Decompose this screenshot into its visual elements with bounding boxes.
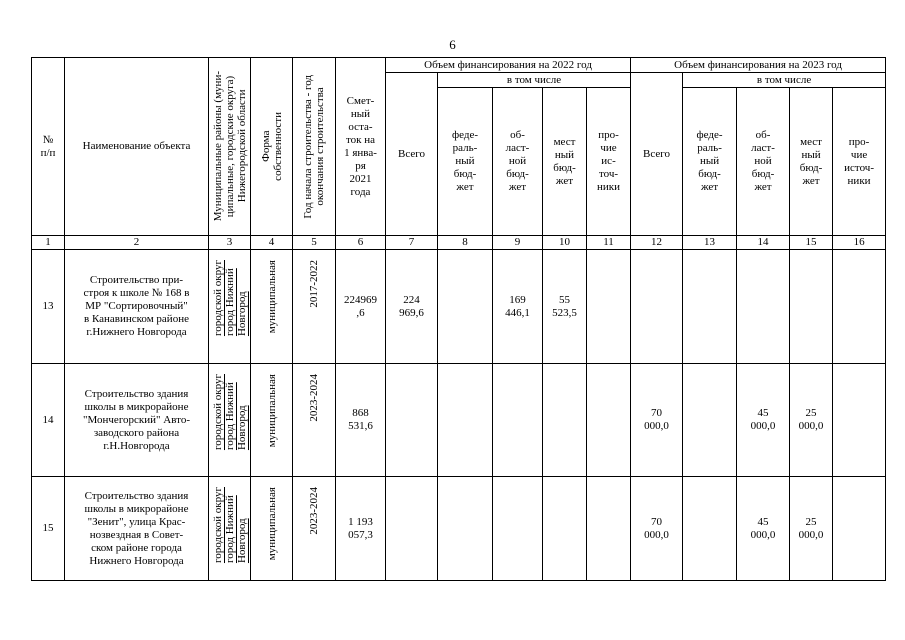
header-proch-2023: про- чие источ- ники (833, 88, 886, 236)
total-2022-cell: 224 969,6 (386, 250, 438, 364)
years-cell: 2017-2022 (293, 250, 336, 364)
obl-2023-cell: 45 000,0 (737, 477, 790, 581)
ownership-cell: муниципальная (251, 364, 293, 477)
object-name: Строительство при- строя к школе № 168 в МР "Сортировочный" в Канавинском районе г.Нижнего Новгорода (65, 250, 209, 364)
colnum: 14 (737, 236, 790, 250)
header-fed-2023: феде- раль- ный бюд- жет (683, 88, 737, 236)
total-2023-cell (631, 250, 683, 364)
page-number: 6 (449, 37, 456, 52)
colnum: 6 (336, 236, 386, 250)
colnum: 8 (438, 236, 493, 250)
proch-2023-cell (833, 250, 886, 364)
district-cell: городской округ город Нижний Новгород (209, 477, 251, 581)
header-num: № п/п (32, 58, 65, 236)
obl-2022-cell (493, 477, 543, 581)
district-cell: городской округ город Нижний Новгород (209, 250, 251, 364)
header-name: Наименование объекта (65, 58, 209, 236)
total-2022-cell (386, 477, 438, 581)
fed-2023-cell (683, 250, 737, 364)
header-remainder: Смет- ный оста- ток на 1 янва- ря 2021 года (336, 58, 386, 236)
proch-2022-cell (587, 250, 631, 364)
header-district: Муниципальные районы (муни- ципальные, городские округа) Нижегородской области (209, 58, 251, 236)
colnum: 16 (833, 236, 886, 250)
obl-2022-cell (493, 364, 543, 477)
header-fin-2023: Объем финансирования на 2023 год (631, 58, 886, 73)
colnum: 4 (251, 236, 293, 250)
column-numbers-row (32, 236, 886, 250)
proch-2022-cell (587, 477, 631, 581)
colnum: 1 (32, 236, 65, 250)
colnum: 3 (209, 236, 251, 250)
ownership-cell: муниципальная (251, 250, 293, 364)
proch-2022-cell (587, 364, 631, 477)
fed-2023-cell (683, 477, 737, 581)
header-incl-2023: в том числе (683, 73, 886, 88)
ownership-cell: муниципальная (251, 477, 293, 581)
colnum: 13 (683, 236, 737, 250)
colnum: 12 (631, 236, 683, 250)
header-ownership: Форма собственности (251, 58, 293, 236)
header-total-2023: Всего (631, 73, 683, 236)
mest-2022-cell: 55 523,5 (543, 250, 587, 364)
header-total-2022: Всего (386, 73, 438, 236)
obl-2023-cell (737, 250, 790, 364)
header-obl-2022: об- ласт- ной бюд- жет (493, 88, 543, 236)
years-cell: 2023-2024 (293, 477, 336, 581)
header-mest-2022: мест ный бюд- жет (543, 88, 587, 236)
header-fin-2022: Объем финансирования на 2022 год (386, 58, 631, 73)
mest-2022-cell (543, 477, 587, 581)
colnum: 9 (493, 236, 543, 250)
row-num: 14 (32, 364, 65, 477)
header-fed-2022: феде- раль- ный бюд- жет (438, 88, 493, 236)
mest-2022-cell (543, 364, 587, 477)
table-row (32, 364, 886, 477)
object-name: Строительство здания школы в микрорайоне "Мончегорский" Авто- заводского района г.Н.Новгорода (65, 364, 209, 477)
remainder-cell: 1 193 057,3 (336, 477, 386, 581)
fed-2023-cell (683, 364, 737, 477)
header-years: Год начала строительства - год окончания строительства (293, 58, 336, 236)
mest-2023-cell: 25 000,0 (790, 477, 833, 581)
header-proch-2022: про- чие ис- точ- ники (587, 88, 631, 236)
remainder-cell: 868 531,6 (336, 364, 386, 477)
fed-2022-cell (438, 477, 493, 581)
row-num: 13 (32, 250, 65, 364)
proch-2023-cell (833, 364, 886, 477)
obl-2023-cell: 45 000,0 (737, 364, 790, 477)
mest-2023-cell (790, 250, 833, 364)
proch-2023-cell (833, 477, 886, 581)
fed-2022-cell (438, 364, 493, 477)
row-num: 15 (32, 477, 65, 581)
table-row (32, 477, 886, 581)
header-obl-2023: об- ласт- ной бюд- жет (737, 88, 790, 236)
header-incl-2022: в том числе (438, 73, 631, 88)
colnum: 15 (790, 236, 833, 250)
colnum: 2 (65, 236, 209, 250)
total-2023-cell: 70 000,0 (631, 477, 683, 581)
obl-2022-cell: 169 446,1 (493, 250, 543, 364)
district-cell: городской округ город Нижний Новгород (209, 364, 251, 477)
financing-table (31, 57, 886, 581)
colnum: 5 (293, 236, 336, 250)
fed-2022-cell (438, 250, 493, 364)
mest-2023-cell: 25 000,0 (790, 364, 833, 477)
total-2023-cell: 70 000,0 (631, 364, 683, 477)
colnum: 7 (386, 236, 438, 250)
object-name: Строительство здания школы в микрорайоне "Зенит", улица Крас- нозвездная в Совет- ском районе города Нижнего Новгорода (65, 477, 209, 581)
total-2022-cell (386, 364, 438, 477)
colnum: 11 (587, 236, 631, 250)
colnum: 10 (543, 236, 587, 250)
years-cell: 2023-2024 (293, 364, 336, 477)
header-row-1 (32, 58, 886, 73)
remainder-cell: 224969 ,6 (336, 250, 386, 364)
header-mest-2023: мест ный бюд- жет (790, 88, 833, 236)
table-row (32, 250, 886, 364)
